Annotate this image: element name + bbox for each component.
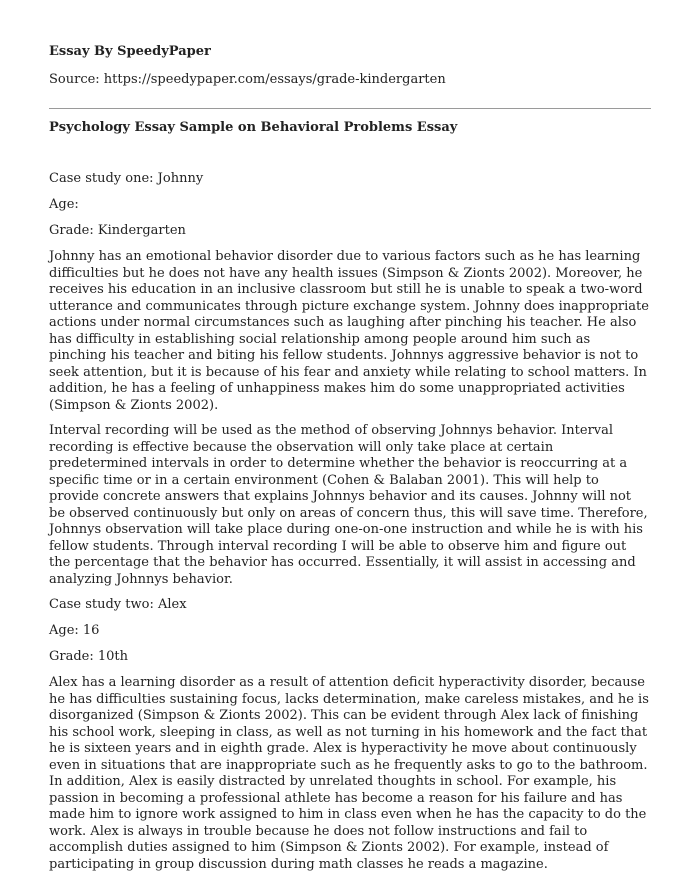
case2-heading: Case study two: Alex — [49, 597, 187, 612]
essay-title: Psychology Essay Sample on Behavioral Problems Essay — [49, 120, 458, 135]
case2-paragraph-1: Alex has a learning disorder as a result of attention deficit hyperactivity disorder, because he has difficulties sustaining focus, lacks determination, make careless mistakes, and he is disorganized (Simpson & Zionts 2002). This can be evident through Alex lack of finishing his school work, sleeping in class, as well as not turning in his homework and the fact that he is sixteen years and in eighth grade. Alex is hyperactivity he move about continuously even in situations that are inappropriate such as he frequently asks to go to the bathroom. In addition, Alex is easily distracted by unrelated thoughts in school. For example, his passion in becoming a professional athlete has become a reason for his failure and has made him to ignore work assigned to him in class even when he has the capacity to do the work. Alex is always in trouble because he does not follow instructions and fail to accomplish duties assigned to him (Simpson & Zionts 2002). For example, instead of participating in group discussion during math classes he reads a magazine. — [49, 675, 649, 872]
case1-age: Age: — [49, 197, 79, 212]
header-title: Essay By SpeedyPaper — [49, 44, 211, 59]
case2-age: Age: 16 — [49, 623, 100, 638]
case1-heading: Case study one: Johnny — [49, 171, 204, 186]
essay-body — [49, 171, 651, 882]
case1-grade: Grade: Kindergarten — [49, 223, 186, 238]
case1-paragraph-1: Johnny has an emotional behavior disorder due to various factors such as he has learning difficulties but he does not have any health issues (Simpson & Zionts 2002). Moreover, he receives his education in an inclusive classroom but still he is unable to speak a two-word utterance and communicates through picture exchange system. Johnny does inappropriate actions under normal circumstances such as laughing after pinching his teacher. He also has difficulty in establishing social relationship among people around him such as pinching his teacher and biting his fellow students. Johnnys aggressive behavior is not to seek attention, but it is because of his fear and anxiety while relating to school matters. In addition, he has a feeling of unhappiness makes him do some unappropriated activities (Simpson & Zionts 2002). — [49, 249, 649, 413]
case2-grade: Grade: 10th — [49, 649, 129, 664]
source-line: Source: https://speedypaper.com/essays/grade-kindergarten — [49, 72, 446, 87]
divider — [49, 108, 651, 109]
case1-paragraph-2: Interval recording will be used as the method of observing Johnnys behavior. Interval recording is effective because the observation will only take place at certain predetermined intervals in order to determine whether the behavior is reoccurring at a specific time or in a certain environment (Cohen & Balaban 2001). This will help to provide concrete answers that explains Johnnys behavior and its causes. Johnny will not be observed continuously but only on areas of concern thus, this will save time. Therefore, Johnnys observation will take place during one-on-one instruction and while he is with his fellow students. Through interval recording I will be able to observe him and figure out the percentage that the behavior has occurred. Essentially, it will assist in accessing and analyzing Johnnys behavior. — [49, 423, 648, 587]
